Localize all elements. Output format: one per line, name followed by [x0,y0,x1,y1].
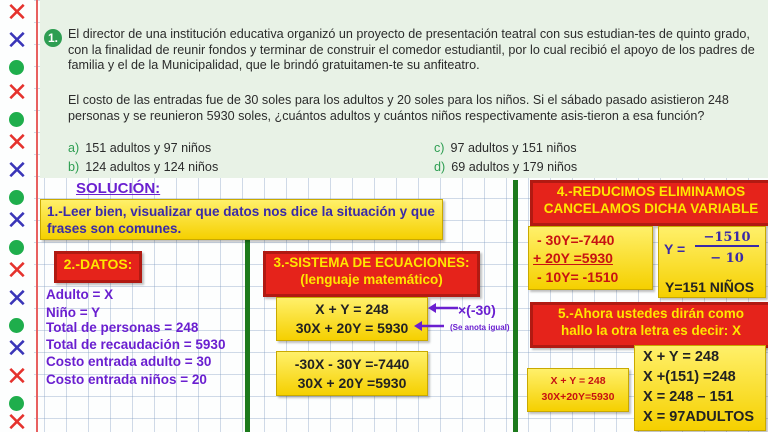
step2-label: 2.-DATOS: [54,251,142,283]
question-number-badge: 1. [44,29,62,47]
solution-title: SOLUCIÓN: [76,180,161,197]
green-dot-icon [9,60,24,75]
option-a [68,141,211,155]
option-letter: b) [68,160,80,174]
divider-bar [513,180,518,432]
step3-subtitle: (lenguaje matemático) [300,272,443,287]
equation-4: 30X + 20Y =5930 [297,375,407,391]
small-equation-2: 30X+20Y=5930 [541,391,615,403]
red-x-icon: ✕ [6,128,28,158]
option-letter: a) [68,141,80,155]
data-line: Total de personas = 248 [46,320,199,335]
option-b [68,160,218,174]
step4-title: 4.-REDUCIMOS ELIMINAMOS [556,184,746,199]
option-text: 97 adultos y 151 niños [450,141,577,155]
elimination-box [528,226,653,290]
green-dot-icon [9,240,24,255]
option-d [434,160,577,174]
left-arrow-icon [428,303,458,313]
blue-x-icon: ✕ [6,334,28,364]
data-line: Costo entrada adulto = 30 [46,354,212,369]
red-x-icon: ✕ [6,256,28,286]
equation-1: X + Y = 248 [315,301,389,317]
data-line: Total de recaudación = 5930 [46,337,226,352]
red-x-icon: ✕ [6,0,28,28]
margin-line [36,0,38,432]
step3-title: 3.-SISTEMA DE ECUACIONES: [273,255,470,270]
option-text: 69 adultos y 179 niños [451,160,578,174]
x-line-3: X = 248 – 151 [643,389,734,405]
step5-label [530,302,768,348]
elim-line-3: - 10Y= -1510 [537,269,619,285]
data-line: Niño = Y [46,305,101,320]
step1-box: 1.-Leer bien, visualizar que datos nos dice la situación y que frases son comunes. [40,199,443,240]
step5-title: 5.-Ahora ustedes dirán como [557,306,745,321]
blue-x-icon: ✕ [6,156,28,186]
x-line-1: X + Y = 248 [643,349,720,365]
small-equation-1: X + Y = 248 [550,375,606,387]
option-c [434,141,577,155]
y-numerator: −1510 [695,230,759,247]
step4-label [530,180,768,226]
step5-subtitle: hallo la otra letra es decir: X [560,323,742,338]
divider-bar [245,240,250,432]
data-line: Adulto = X [46,287,114,302]
problem-paragraph-1: El director de una institución educativa organizó un proyecto de presentación teatral con sus estudian-tes de quinto grado, con la finalidad de reunir fondos y terminar de construir el comedor estudiantil, por lo cual recibió el apoyo de los padres de familia y el de la Municipalidad, que le brindó gratuitamen-te su anfiteatro. [68,27,755,72]
elim-line-1: - 30Y=-7440 [537,232,615,248]
equation-2: 30X + 20Y = 5930 [295,320,409,336]
red-x-icon: ✕ [6,362,28,392]
y-result: Y=151 NIÑOS [665,279,755,295]
left-arrow-icon [414,321,444,331]
option-letter: d) [434,160,446,174]
step3-label [263,251,480,297]
y-denominator: − 10 [710,251,744,266]
option-text: 151 adultos y 97 niños [85,141,212,155]
original-system-box [527,368,629,412]
green-dot-icon [9,190,24,205]
equation-3: -30X - 30Y =-7440 [294,356,410,372]
equation-system-box [276,297,428,341]
option-text: 124 adultos y 124 niños [85,160,219,174]
x-solution-box [634,345,766,431]
red-x-icon: ✕ [6,78,28,108]
blue-x-icon: ✕ [6,26,28,56]
blue-x-icon: ✕ [6,206,28,236]
decorative-strip [0,0,34,432]
green-dot-icon [9,318,24,333]
step4-subtitle: CANCELAMOS DICHA VARIABLE [543,201,759,216]
x-line-2: X +(151) =248 [643,369,736,385]
red-x-icon: ✕ [6,408,28,432]
note-label: (Se anota igual) [450,323,510,332]
elim-line-2: + 20Y =5930 [533,250,613,266]
problem-paragraph-2: El costo de las entradas fue de 30 soles para los adultos y 20 soles para los niños. Si el sábado pasado asistieron 248 personas y se reunieron 5930 soles, ¿cuántos adultos y cuántos niños respectivamente asis-tieron a esa función? [68,93,729,123]
green-dot-icon [9,112,24,127]
multiplied-system-box [276,351,428,396]
blue-x-icon: ✕ [6,284,28,314]
data-line: Costo entrada niños = 20 [46,372,207,387]
y-prefix: Y = [664,241,686,257]
option-letter: c) [434,141,445,155]
x-line-4: X = 97ADULTOS [643,409,755,425]
multiplier-label: ×(-30) [458,302,496,318]
y-solution-box [658,226,766,298]
